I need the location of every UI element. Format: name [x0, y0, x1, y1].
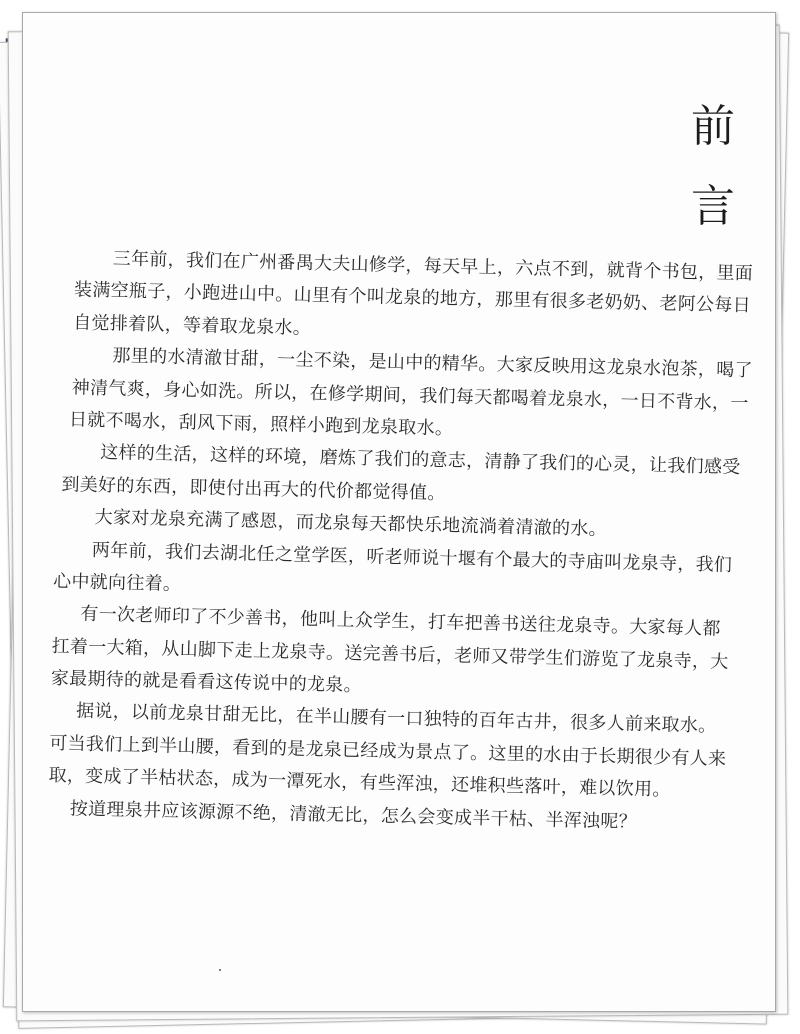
body-text: [47, 248, 754, 847]
page-title: [675, 101, 751, 265]
page-speck: [219, 969, 221, 971]
text-line: 神清气爽，身心如洗。所以，在修学期间，我们每天都喝着龙泉水，一日不背水，一: [71, 376, 749, 414]
text-line: 装满空瓶子，小跑进山中。山里有个叫龙泉的地方，那里有很多老奶奶、老阿公每日: [73, 279, 752, 317]
text-line: 自觉排着队，等着取龙泉水。: [73, 312, 312, 339]
text-line: 家最期待的就是看看这传说中的龙泉。: [50, 667, 363, 697]
text-line: 取，变成了半枯状态，成为一潭死水，有些浑浊，还堆积些落叶，难以饮用。: [48, 765, 671, 801]
text-line: 那里的水清澈甘甜，一尘不染，是山中的精华。大家反映用这龙泉水泡茶，喝了: [112, 345, 754, 382]
text-line: 心中就向往着。: [52, 570, 182, 595]
text-line: 有一次老师印了不少善书，他叫上众学生，打车把善书送往龙泉寺。大家每人都: [80, 603, 721, 640]
text-line: 日就不喝水，刮风下雨，照样小跑到龙泉取水。: [68, 409, 454, 440]
text-line: 据说，以前龙泉甘甜无比，在半山腰有一口独特的百年古井，很多人前来取水。: [75, 700, 717, 738]
text-line: 可当我们上到半山腰，看到的是龙泉已经成为景点了。这里的水由于长期很少有人来: [49, 732, 727, 770]
text-line: 大家对龙泉充满了感恩，而龙泉每天都快乐地流淌着清澈的水。: [94, 506, 608, 541]
text-line: 到美好的东西，即使付出再大的代价都觉得值。: [61, 473, 446, 504]
text-line: 两年前，我们去湖北任之堂学医，听老师说十堰有个最大的寺庙叫龙泉寺，我们: [91, 539, 733, 576]
text-line: 扛着一大箱，从山脚下走上龙泉寺。送完善书后，老师又带学生们游览了龙泉寺，大: [51, 635, 729, 673]
text-line: 这样的生活，这样的环境，磨炼了我们的意志，清静了我们的心灵，让我们感受: [99, 442, 741, 479]
page-title-char: 言: [691, 181, 735, 232]
page-title-char: 前: [691, 101, 735, 152]
document-page: [22, 12, 776, 1012]
text-line: 三年前，我们在广州番禺大夫山修学，每天早上，六点不到，就背个书包，里面: [112, 248, 754, 285]
text-line: 按道理泉井应该源源不绝，清澈无比，怎么会变成半干枯、半浑浊呢？: [69, 798, 638, 833]
